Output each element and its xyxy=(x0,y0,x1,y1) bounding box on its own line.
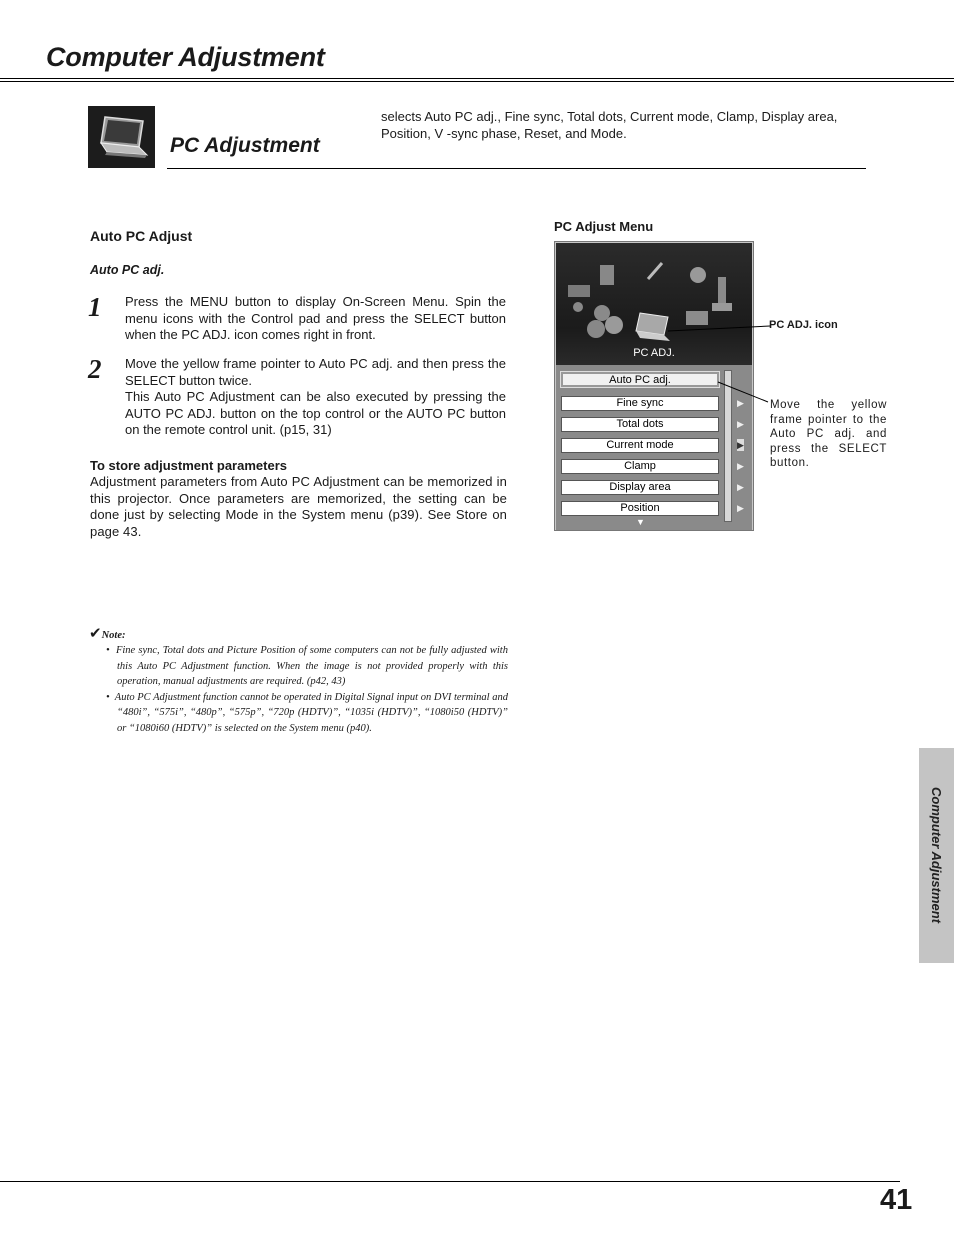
callout-pc-adj-icon: PC ADJ. icon xyxy=(769,319,838,331)
menu-item-auto-pc-adj[interactable]: Auto PC adj. xyxy=(561,372,719,387)
header-rule xyxy=(0,78,954,79)
side-tab xyxy=(919,748,954,963)
page-title: Computer Adjustment xyxy=(46,42,325,72)
menu-item-current-mode[interactable]: Current mode xyxy=(561,438,719,453)
submenu-arrow-icon: ▶ xyxy=(737,419,744,429)
header-rule-secondary xyxy=(0,81,954,82)
menu-item-fine-sync[interactable]: Fine sync xyxy=(561,396,719,411)
submenu-arrow-icon: ▶ xyxy=(737,461,744,471)
submenu-arrow-icon: ▶ xyxy=(737,503,744,513)
step-number-2: 2 xyxy=(88,354,102,384)
menu-top-label: PC ADJ. xyxy=(633,347,675,359)
note-item: • Fine sync, Total dots and Picture Position of some computers can not be fully adjusted with this Auto PC Adjustment function. When the image is not provided properly with this operation, manual adjustments are required. (p42, 43) xyxy=(106,645,508,687)
menu-heading: PC Adjust Menu xyxy=(554,219,654,234)
callout-lines xyxy=(660,320,770,410)
wrench-icon xyxy=(648,263,662,279)
section-description: selects Auto PC adj., Fine sync, Total dots, Current mode, Clamp, Display area, Position, V -sync phase, Reset, and Mode. xyxy=(381,109,838,141)
joystick-icon xyxy=(718,277,726,305)
step-text-2b: This Auto PC Adjustment can be also executed by pressing the AUTO PC ADJ. button on the top control or the AUTO PC button on the remote control unit. (p15, 31) xyxy=(125,389,506,437)
step-text-1: Press the MENU button to display On-Screen Menu. Spin the menu icons with the Control pad and press the SELECT button when the PC ADJ. icon comes right in front. xyxy=(125,294,506,342)
menu-item-position[interactable]: Position xyxy=(561,501,719,516)
store-text: Adjustment parameters from Auto PC Adjustment can be memorized in this projector. Once parameters are memorized, the setting can be done just by selecting Mode in the System menu (p39). See Store on page 43. xyxy=(90,474,507,539)
callout-move-pointer: Move the yellow frame pointer to the Auto PC adj. and press the SELECT button. xyxy=(770,399,887,469)
page-number: 41 xyxy=(880,1184,913,1216)
store-heading: To store adjustment parameters xyxy=(90,458,287,473)
side-tab-label: Computer Adjustment xyxy=(929,787,944,924)
menu-item-display-area[interactable]: Display area xyxy=(561,480,719,495)
checkmark-icon: ✔ xyxy=(89,625,102,642)
laptop-icon xyxy=(88,106,155,168)
submenu-arrow-icon: ▶ xyxy=(737,398,744,408)
step-text-2a: Move the yellow frame pointer to Auto PC adj. and then press the SELECT button twice. xyxy=(125,356,506,388)
auto-pc-adj-subheading: Auto PC adj. xyxy=(90,263,165,277)
note-list xyxy=(106,643,508,736)
auto-pc-adjust-heading: Auto PC Adjust xyxy=(90,228,193,244)
menu-item-total-dots[interactable]: Total dots xyxy=(561,417,719,432)
person-icon xyxy=(690,267,706,283)
note-heading xyxy=(89,624,126,642)
color-balls-icon xyxy=(594,305,610,321)
submenu-arrow-icon: ▶ xyxy=(737,482,744,492)
scroll-down-icon: ▼ xyxy=(636,517,645,527)
note-item: • Auto PC Adjustment function cannot be operated in Digital Signal input on DVI terminal and “480i”, “575i”, “480p”, “575p”, “720p (HDTV)”, “1035i (HDTV)”, “1080i50 (HDTV)” or “1080i60 (HDTV)” is selected on the System menu (p40). xyxy=(106,691,508,734)
table-icon xyxy=(568,285,590,297)
speaker-icon xyxy=(600,265,614,285)
step-number-1: 1 xyxy=(88,292,102,322)
footer-rule xyxy=(0,1181,900,1182)
menu-item-clamp[interactable]: Clamp xyxy=(561,459,719,474)
section-title: PC Adjustment xyxy=(170,134,320,157)
section-rule xyxy=(167,168,866,169)
step-text-2 xyxy=(125,356,506,439)
note-label: Note: xyxy=(101,630,126,641)
submenu-arrow-icon: ▶ xyxy=(737,440,744,450)
